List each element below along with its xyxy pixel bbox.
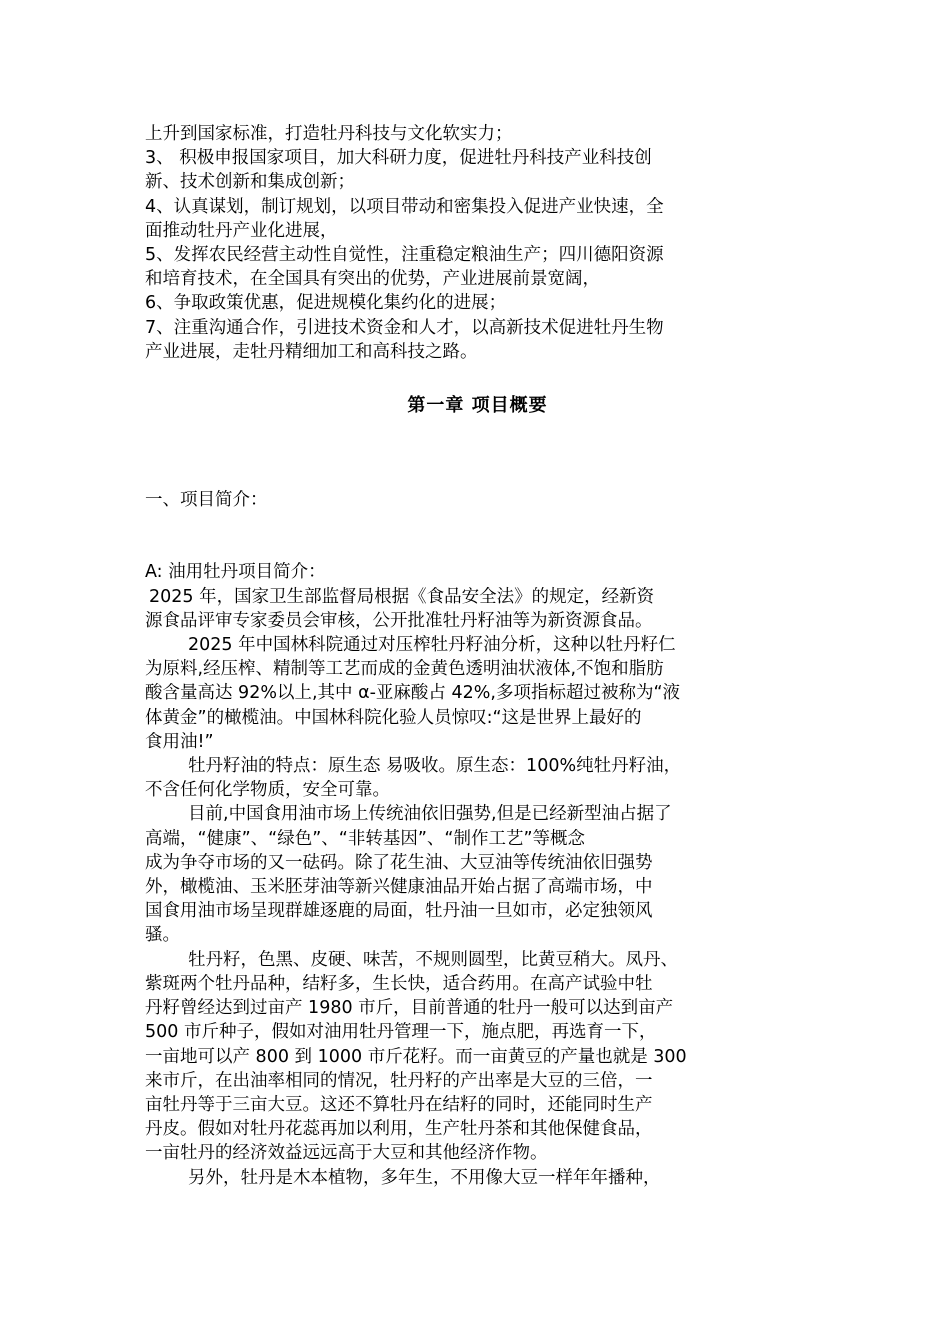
- intro-line: 和培育技术，在全国具有突出的优势，产业进展前景宽阔，: [145, 269, 600, 290]
- paragraph-line: 骚。: [145, 925, 180, 946]
- intro-line: 6、争取政策优惠，促进规模化集约化的进展；: [145, 293, 507, 314]
- intro-line: 3、 积极申报国家项目，加大科研力度，促进牡丹科技产业科技创: [145, 148, 652, 169]
- intro-line: 5、发挥农民经营主动性自觉性，注重稳定粮油生产；四川德阳资源: [145, 245, 664, 266]
- paragraph-line: 牡丹籽油的特点：原生态 易吸收。原生态：100%纯牡丹籽油，: [188, 756, 682, 777]
- paragraph-line: 来市斤，在出油率相同的情况，牡丹籽的产出率是大豆的三倍，一: [145, 1070, 653, 1091]
- paragraph-line: 丹籽曾经达到过亩产 1980 市斤，目前普通的牡丹一般可以达到亩产: [145, 998, 674, 1019]
- paragraph-line: 成为争夺市场的又一砝码。除了花生油、大豆油等传统油依旧强势: [145, 852, 653, 873]
- paragraph-line: 牡丹籽，色黑、皮硬、味苦，不规则圆型，比黄豆稍大。凤丹、: [188, 949, 678, 970]
- section-title: 一、项目简介：: [145, 490, 268, 511]
- paragraph-line: 源食品评审专家委员会审核，公开批准牡丹籽油等为新资源食品。: [145, 610, 653, 631]
- intro-line: 7、注重沟通合作，引进技术资金和人才，以高新技术促进牡丹生物: [145, 317, 664, 338]
- chapter-title: 第一章 项目概要: [407, 395, 548, 417]
- paragraph-line: 酸含量高达 92%以上,其中 α-亚麻酸占 42%,多项指标超过被称为“液: [145, 683, 681, 704]
- subsection-title: A: 油用牡丹项目简介：: [145, 562, 326, 583]
- paragraph-line: 2025 年中国林科院通过对压榨牡丹籽油分析，这种以牡丹籽仁: [188, 635, 676, 656]
- paragraph-line: 体黄金”的橄榄油。中国林科院化验人员惊叹:“这是世界上最好的: [145, 707, 642, 728]
- paragraph-2: [145, 633, 810, 754]
- paragraph-line: 紫斑两个牡丹品种，结籽多，生长快，适合药用。在高产试验中牡: [145, 973, 653, 994]
- paragraph-line: 国食用油市场呈现群雄逐鹿的局面，牡丹油一旦如市，必定独领风: [145, 901, 653, 922]
- paragraph-5: [145, 948, 810, 1166]
- intro-line: 上升到国家标准，打造牡丹科技与文化软实力；: [145, 124, 513, 144]
- paragraph-1: [145, 585, 810, 633]
- paragraph-line: 目前,中国食用油市场上传统油依旧强势,但是已经新型油占据了: [188, 804, 672, 825]
- intro-line: 产业进展，走牡丹精细加工和高科技之路。: [145, 341, 478, 362]
- paragraph-line: 亩牡丹等于三亩大豆。这还不算牡丹在结籽的同时，还能同时生产: [145, 1094, 653, 1115]
- paragraph-line: 一亩地可以产 800 到 1000 市斤花籽。而一亩黄豆的产量也就是 300: [145, 1046, 687, 1067]
- paragraph-line: 500 市斤种子，假如对油用牡丹管理一下，施点肥，再选育一下，: [145, 1022, 657, 1043]
- intro-list: [145, 122, 810, 364]
- document-page: [145, 122, 810, 1190]
- paragraph-6: [145, 1166, 810, 1190]
- paragraph-line: 高端，“健康”、“绿色”、“非转基因”、“制作工艺”等概念: [145, 828, 586, 849]
- paragraph-line: 2025 年，国家卫生部监督局根据《食品安全法》的规定，经新资: [149, 586, 655, 607]
- paragraph-line: 一亩牡丹的经济效益远远高于大豆和其他经济作物。: [145, 1143, 548, 1164]
- intro-line: 新、技术创新和集成创新；: [145, 172, 355, 193]
- paragraph-4: [145, 802, 810, 947]
- intro-line: 4、认真谋划，制订规划，以项目带动和密集投入促进产业快速，全: [145, 196, 664, 217]
- paragraph-line: 食用油!”: [145, 731, 214, 752]
- paragraph-3: [145, 754, 810, 802]
- paragraph-line: 外，橄榄油、玉米胚芽油等新兴健康油品开始占据了高端市场，中: [145, 877, 653, 898]
- paragraph-line: 丹皮。假如对牡丹花蕊再加以利用，生产牡丹茶和其他保健食品，: [145, 1119, 653, 1140]
- intro-line: 面推动牡丹产业化进展，: [145, 220, 338, 241]
- paragraph-line: 另外，牡丹是木本植物，多年生，不用像大豆一样年年播种，: [188, 1167, 661, 1188]
- paragraph-line: 为原料,经压榨、精制等工艺而成的金黄色透明油状液体,不饱和脂肪: [145, 659, 664, 680]
- paragraph-line: 不含任何化学物质，安全可靠。: [145, 780, 390, 801]
